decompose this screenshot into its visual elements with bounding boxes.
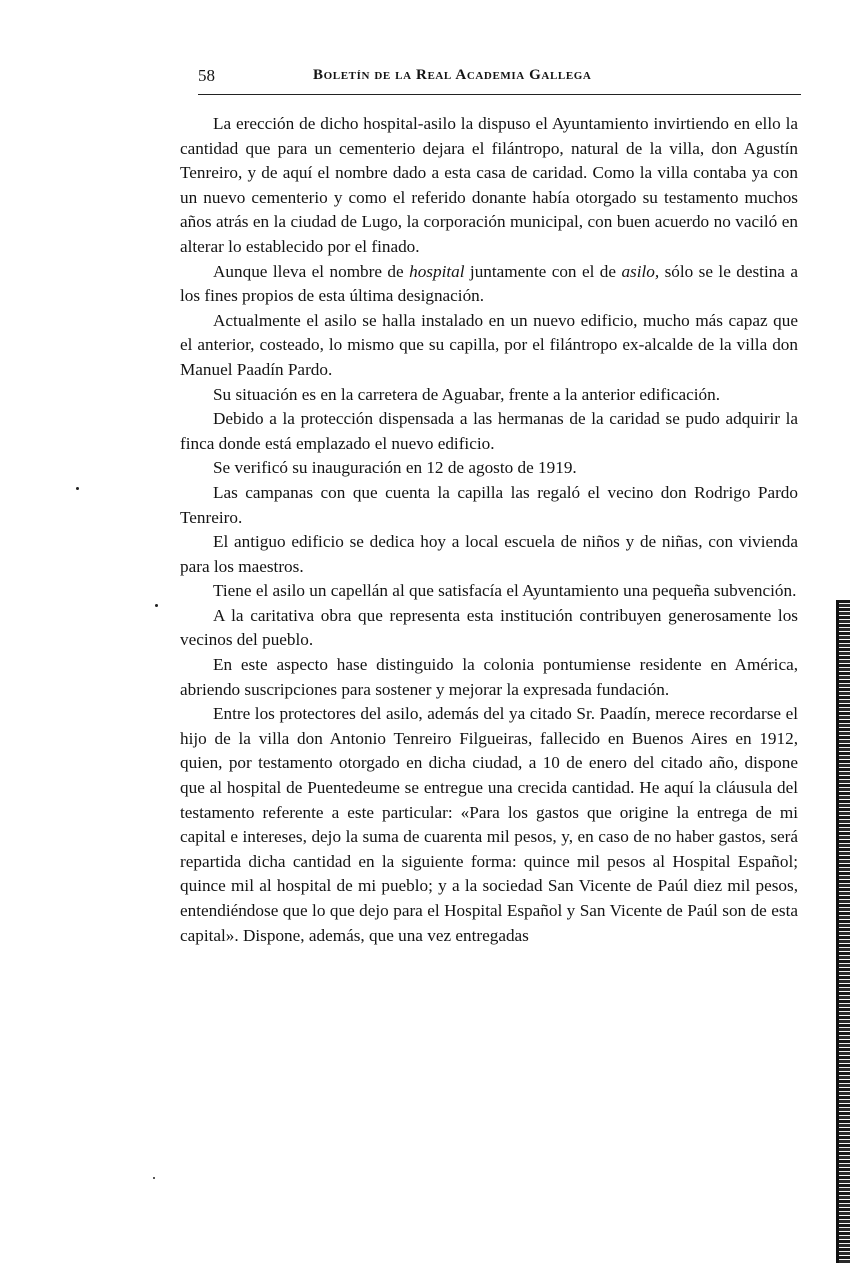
paragraph: Se verificó su inauguración en 12 de agosto de 1919.: [213, 458, 577, 478]
paragraph: Debido a la protección dispensada a las hermanas de la caridad se pudo adquirir la finca donde está emplazado el nuevo edificio.: [180, 409, 798, 453]
page-header: [198, 66, 800, 94]
paragraph: Entre los protectores del asilo, además del ya citado Sr. Paadín, merece recordarse el hijo de la villa don Antonio Tenreiro Filgueiras, fallecido en Buenos Aires en 1912, quien, por testamento otorgado en dicha ciudad, a 10 de enero del citado año, dispone que al hospital de Puentedeume se entregue una crecida cantidad. He aquí la cláusula del testamento referente a este particular: «Para los gastos que origine la entrega de mi capital e intereses, dejo la suma de cuarenta mil pesos, y, en caso de no haber gastos, será repartida dicha cantidad en la siguiente forma: quince mil pesos al Hospital Español; quince mil al hospital de mi pueblo; y a la sociedad San Vicente de Paúl diez mil pesos, entendiéndose que lo que dejo para el Hospital Español y San Vicente de Paúl son de esta capital». Dispone, además, que una vez entregadas: [180, 704, 798, 945]
paragraph: La erección de dicho hospital-asilo la dispuso el Ayuntamiento invirtiendo en ello la cantidad que para un cementerio dejara el filántropo, natural de la villa, don Agustín Tenreiro, y de aquí el nombre dado a esta casa de caridad. Como la villa contaba ya con un nuevo cementerio y como el referido donante había otorgado su testamento muchos años atrás en la ciudad de Lugo, la corporación municipal, con buen acuerdo no vaciló en alterar lo establecido por el finado.: [180, 114, 798, 256]
page-number: 58: [198, 66, 215, 85]
header-rule: [198, 94, 801, 95]
scan-speck: [76, 487, 79, 490]
italic-term: asilo,: [621, 261, 660, 281]
scan-speck: [155, 604, 158, 607]
italic-term: hospital: [409, 261, 465, 281]
scan-speck: [153, 1177, 155, 1179]
paragraph: El antiguo edificio se dedica hoy a local escuela de niños y de niñas, con vivienda para los maestros.: [180, 532, 798, 576]
paragraph: Las campanas con que cuenta la capilla las regaló el vecino don Rodrigo Pardo Tenreiro.: [180, 482, 798, 527]
paragraph: En este aspecto hase distinguido la colonia pontumiense residente en América, abriendo suscripciones para sostener y mejorar la expresada fundación.: [180, 655, 798, 699]
paragraph: Su situación es en la carretera de Aguabar, frente a la anterior edificación.: [213, 384, 721, 404]
scanned-page-edge: [836, 600, 850, 1263]
body-text: [180, 112, 798, 948]
running-title: Boletín de la Real Academia Gallega: [313, 67, 592, 83]
paragraph: Actualmente el asilo se halla instalado en un nuevo edificio, mucho más capaz que el anterior, costeado, lo mismo que su capilla, por el filántropo ex-alcalde de la villa don Manuel Paadín Pardo.: [180, 310, 798, 379]
paragraph: Aunque lleva el nombre de hospital juntamente con el de asilo, sólo se le destina a los fines propios de esta última designación.: [180, 261, 798, 306]
paragraph: Tiene el asilo un capellán al que satisfacía el Ayuntamiento una pequeña subvención.: [213, 581, 797, 601]
paragraph: A la caritativa obra que representa esta institución contribuyen generosamente los vecinos del pueblo.: [180, 605, 798, 650]
